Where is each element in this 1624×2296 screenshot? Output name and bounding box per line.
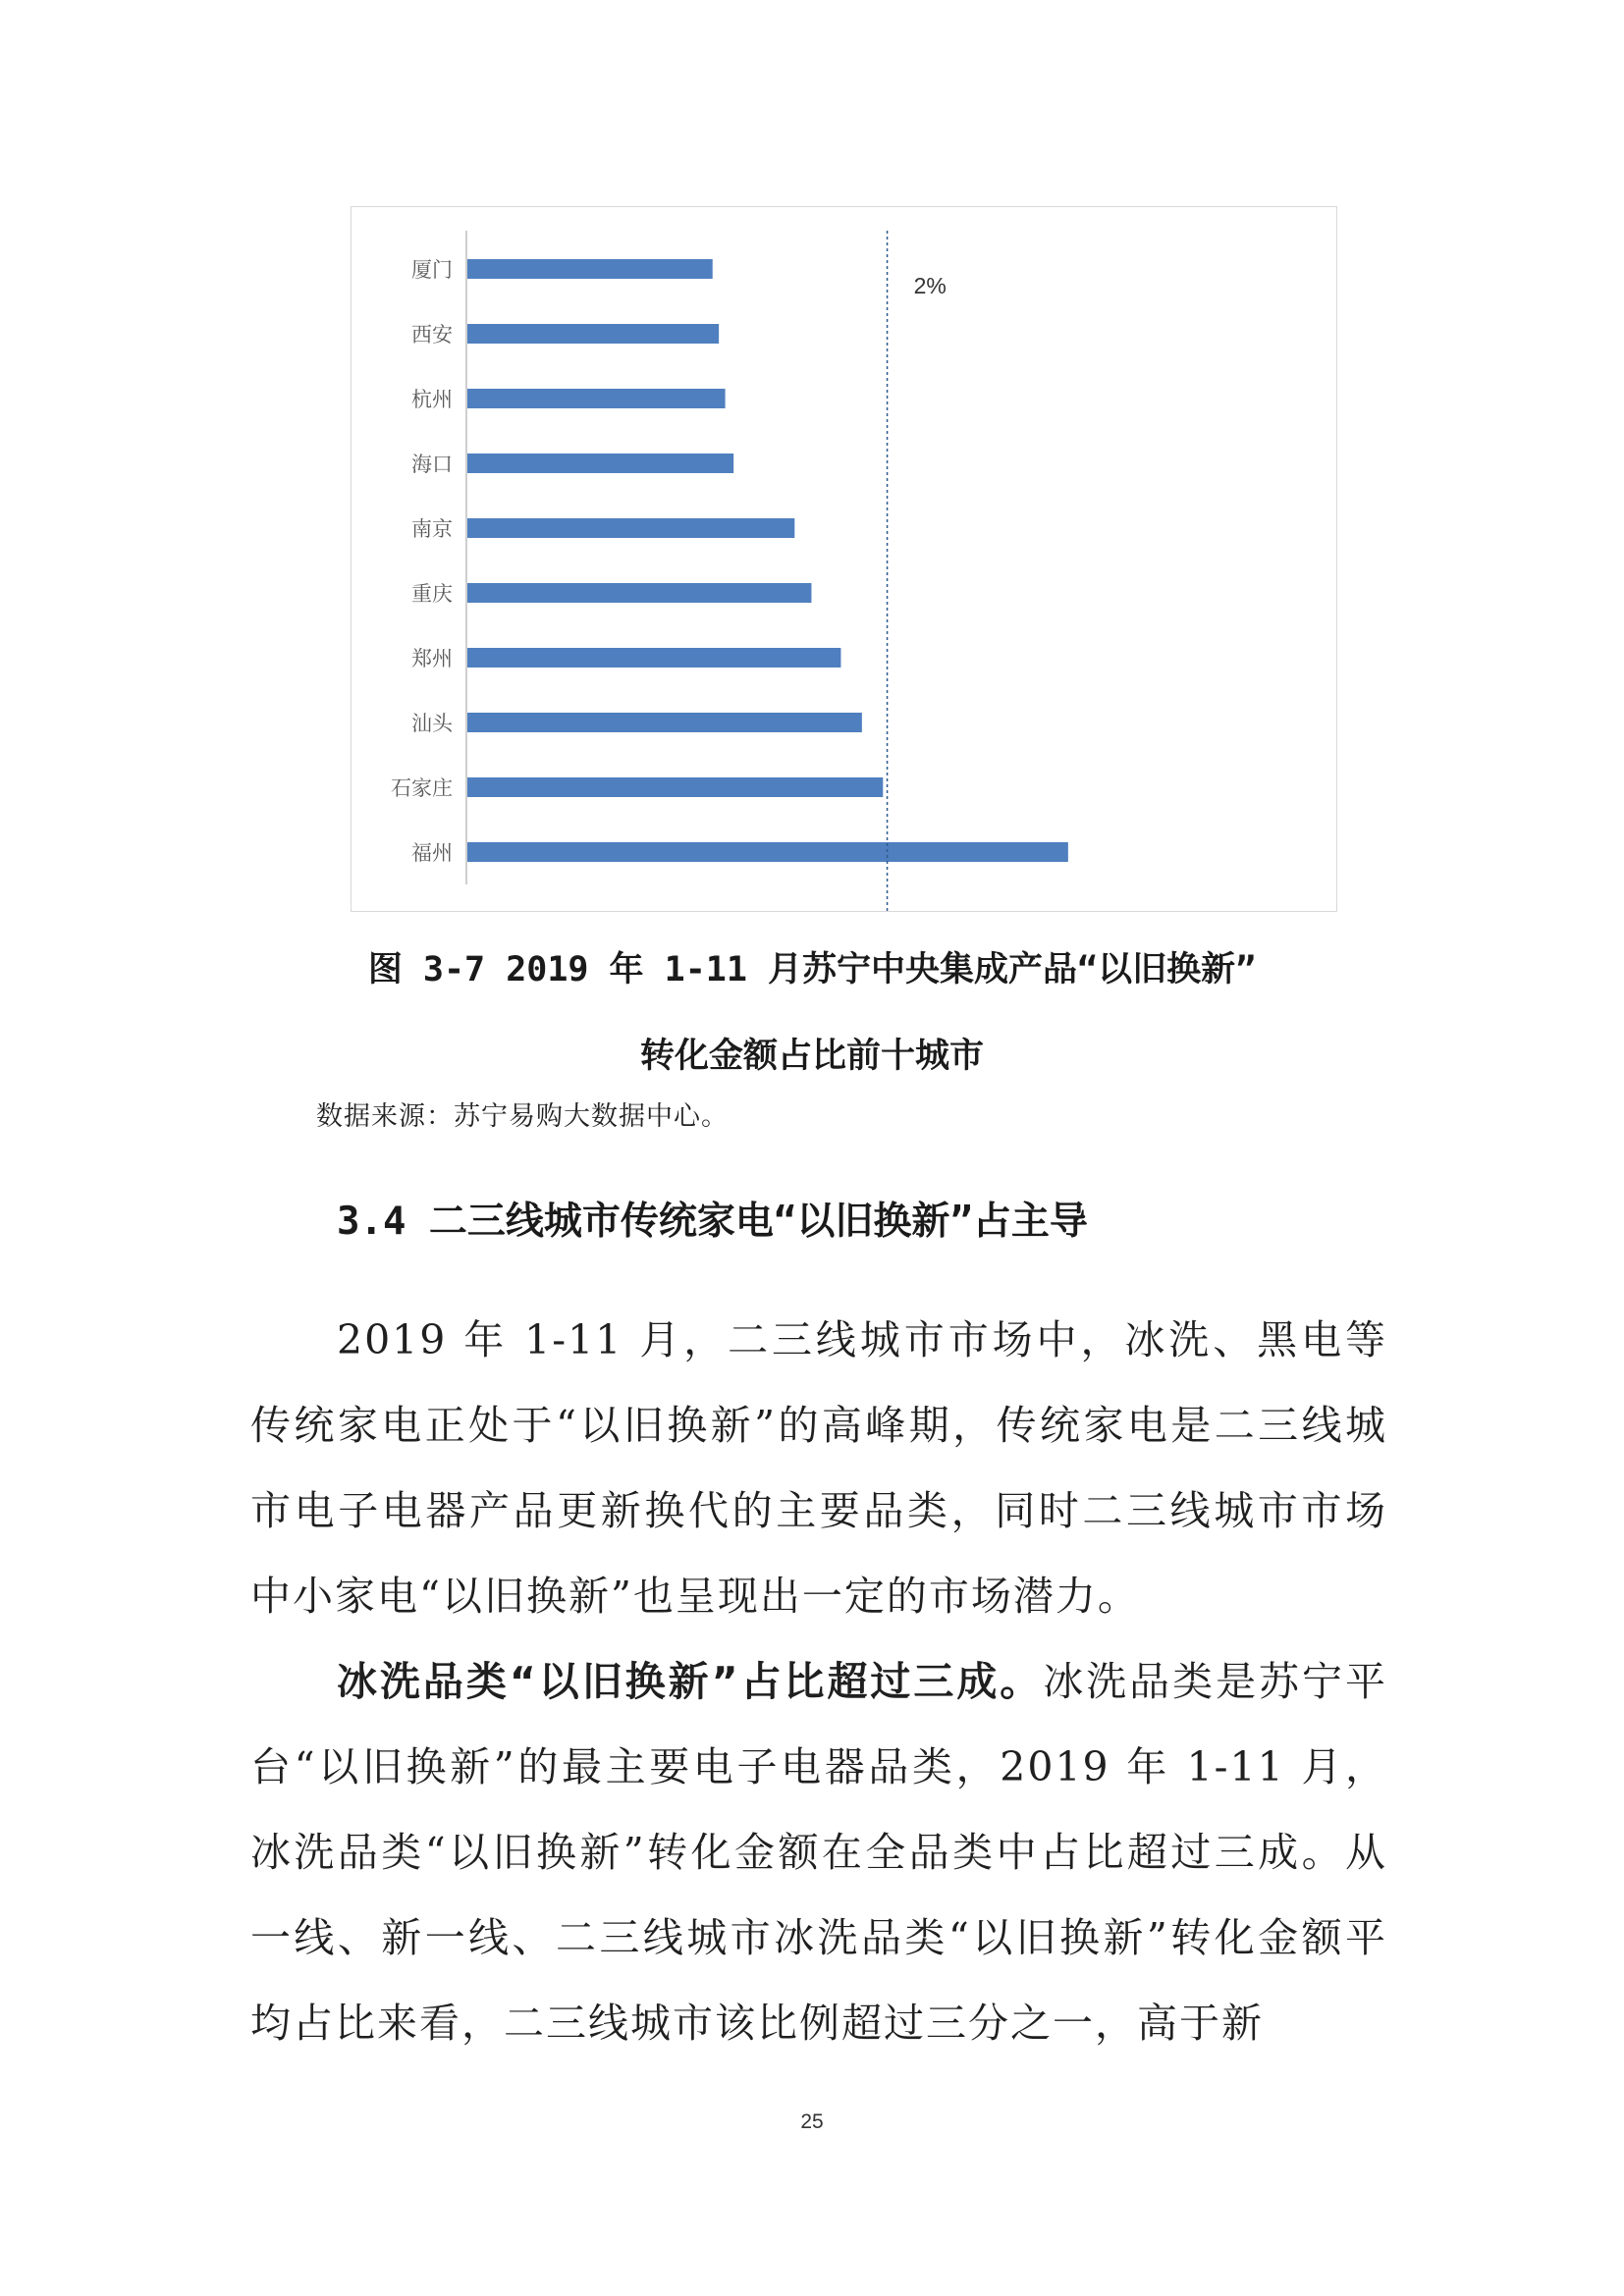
body-paragraph-2 xyxy=(250,1639,1387,2066)
category-label: 厦门 xyxy=(411,258,453,282)
page-number: 25 xyxy=(800,2110,824,2133)
data-source-note: 数据来源：苏宁易购大数据中心。 xyxy=(316,1101,729,1132)
category-label: 福州 xyxy=(411,841,453,865)
category-label: 海口 xyxy=(411,453,453,476)
bar xyxy=(467,324,719,344)
category-label: 郑州 xyxy=(411,647,453,670)
bar xyxy=(467,389,726,408)
bar xyxy=(467,583,811,603)
figure-caption-line-2: 转化金额占比前十城市 xyxy=(639,1037,984,1076)
bar-chart xyxy=(352,207,1338,913)
figure-caption-line-1: 图 3-7 2019 年 1-11 月苏宁中央集成产品“以旧换新” xyxy=(367,950,1257,989)
bar xyxy=(467,259,713,279)
category-label: 西安 xyxy=(411,323,453,347)
section-heading: 3.4 二三线城市传统家电“以旧换新”占主导 xyxy=(337,1200,1088,1244)
paragraph-lead-bold: 冰洗品类“以旧换新”占比超过三成。 xyxy=(337,1658,1044,1705)
category-label: 石家庄 xyxy=(391,776,453,800)
bar xyxy=(467,518,794,538)
bar xyxy=(467,842,1068,862)
bar xyxy=(467,648,840,667)
bar xyxy=(467,454,733,473)
category-label: 南京 xyxy=(411,517,453,541)
category-label: 汕头 xyxy=(411,712,453,735)
category-label: 杭州 xyxy=(411,388,453,411)
reference-line-label: 2% xyxy=(913,273,947,298)
bar xyxy=(467,713,862,732)
paragraph-body: 冰洗品类是苏宁平台“以旧换新”的最主要电子电器品类，2019 年 1-11 月，冰洗品类“以旧换新”转化金额在全品类中占比超过三成。从一线、新一线、二三线城市冰洗品类“以旧换新”转化金额平均占比来看，二三线城市该比例超过三分之一，高于新 xyxy=(250,1658,1387,2047)
body-paragraph-1: 2019 年 1-11 月，二三线城市市场中，冰洗、黑电等传统家电正处于“以旧换新”的高峰期，传统家电是二三线城市电子电器产品更新换代的主要品类，同时二三线城市市场中小家电“以旧换新”也呈现出一定的市场潜力。 xyxy=(250,1316,1387,1620)
category-label: 重庆 xyxy=(411,582,453,606)
bar xyxy=(467,777,883,797)
chart-container xyxy=(351,206,1337,912)
